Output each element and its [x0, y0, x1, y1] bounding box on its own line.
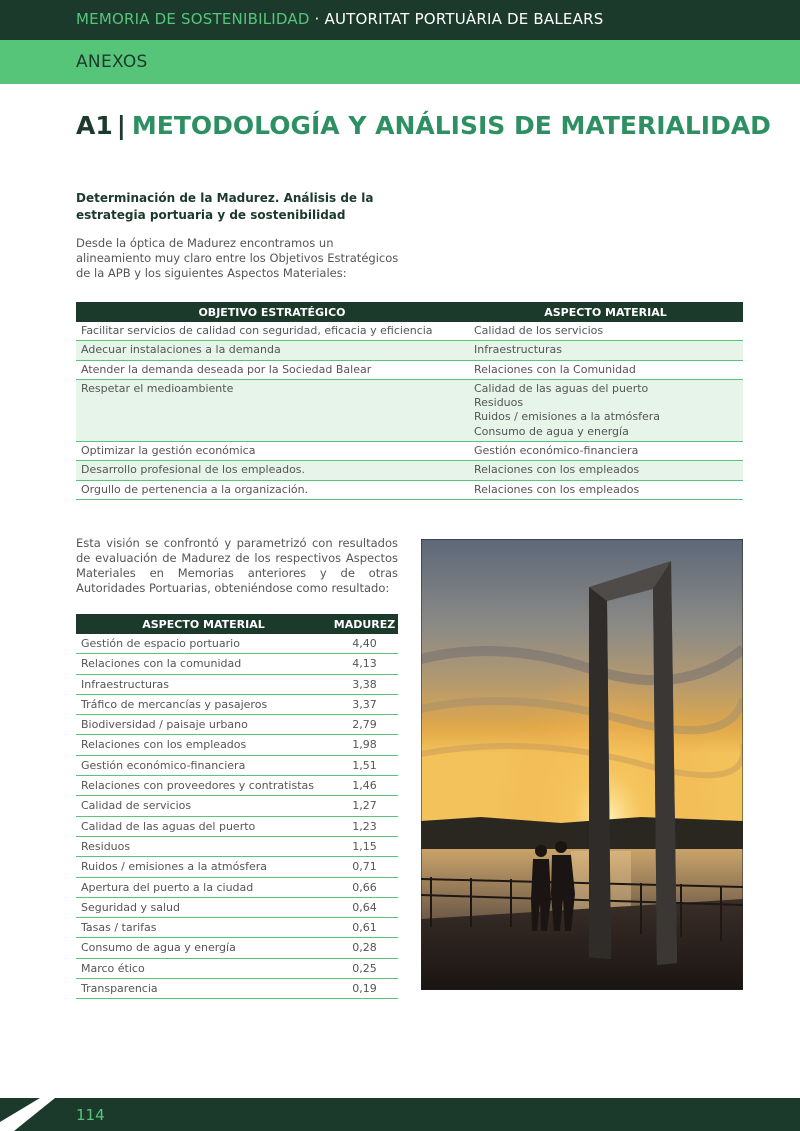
material-aspect-cell: Calidad de servicios	[76, 796, 331, 816]
material-aspect-cell: Gestión de espacio portuario	[76, 634, 331, 654]
maturity-value-cell: 3,38	[331, 674, 398, 694]
top-header-bar	[0, 0, 800, 40]
maturity-value-cell: 1,27	[331, 796, 398, 816]
table-row	[76, 654, 398, 674]
section-label: ANEXOS	[76, 52, 148, 72]
aspect-item: Infraestructuras	[474, 343, 562, 357]
material-aspect-cell: Calidad de las aguas del puerto	[76, 816, 331, 836]
objectives-table-header	[76, 302, 743, 322]
aspect-item: Consumo de agua y energía	[474, 424, 629, 438]
material-aspect-cell: Seguridad y salud	[76, 897, 331, 917]
objective-cell: Atender la demanda deseada por la Sociedad Balear	[76, 360, 468, 379]
material-aspect-cell: Residuos	[76, 836, 331, 856]
maturity-value-cell: 0,28	[331, 938, 398, 958]
publication-title	[76, 10, 603, 28]
material-aspect-cell: Tasas / tarifas	[76, 918, 331, 938]
material-aspect-cell: Biodiversidad / paisaje urbano	[76, 715, 331, 735]
table-row	[76, 938, 398, 958]
maturity-value-cell: 3,37	[331, 694, 398, 714]
table-row	[76, 735, 398, 755]
page-title	[76, 111, 771, 140]
material-aspect-cell: Relaciones con proveedores y contratistas	[76, 776, 331, 796]
material-aspect-cell: Infraestructuras	[76, 674, 331, 694]
table-row	[76, 918, 398, 938]
maturity-value-cell: 1,23	[331, 816, 398, 836]
material-aspect-cell: Apertura del puerto a la ciudad	[76, 877, 331, 897]
table-row	[76, 776, 398, 796]
objective-cell: Respetar el medioambiente	[76, 379, 468, 441]
subheading: Determinación de la Madurez. Análisis de la estrategia portuaria y de sostenibilidad	[76, 191, 374, 222]
page-footer	[0, 1098, 800, 1131]
material-aspect-cell: Relaciones con los empleados	[76, 735, 331, 755]
objective-cell: Facilitar servicios de calidad con seguridad, eficacia y eficiencia	[76, 322, 468, 341]
aspect-item: Relaciones con los empleados	[474, 482, 640, 496]
table-row	[76, 379, 743, 441]
column-header-material-aspect: ASPECTO MATERIAL	[76, 614, 331, 634]
maturity-value-cell: 0,64	[331, 897, 398, 917]
table-row	[76, 958, 398, 978]
table-row	[76, 816, 398, 836]
annex-number: A1	[76, 111, 113, 140]
objective-cell: Optimizar la gestión económica	[76, 442, 468, 461]
maturity-value-cell: 0,66	[331, 877, 398, 897]
intro-paragraph: Desde la óptica de Madurez encontramos un alineamiento muy claro entre los Objetivos Estratégicos de la APB y los siguientes Aspectos Materiales:	[76, 236, 399, 280]
material-aspect-cell: Gestión económico-financiera	[76, 755, 331, 775]
objective-cell: Orgullo de pertenencia a la organización.	[76, 480, 468, 499]
material-aspect-cell: Relaciones con la comunidad	[76, 654, 331, 674]
material-aspect-cell: Transparencia	[76, 979, 331, 999]
aspect-item: Residuos	[474, 396, 524, 410]
table-row	[76, 341, 743, 360]
objective-cell: Adecuar instalaciones a la demanda	[76, 341, 468, 360]
table-row	[76, 674, 398, 694]
maturity-value-cell: 4,40	[331, 634, 398, 654]
maturity-table	[76, 614, 398, 999]
maturity-value-cell: 1,15	[331, 836, 398, 856]
table-row	[76, 322, 743, 341]
annex-title: METODOLOGÍA Y ANÁLISIS DE MATERIALIDAD	[131, 111, 771, 140]
table-row	[76, 480, 743, 499]
table-row	[76, 796, 398, 816]
aspect-item: Ruidos / emisiones a la atmósfera	[474, 410, 661, 424]
table-row	[76, 694, 398, 714]
publication-name: MEMORIA DE SOSTENIBILIDAD	[76, 10, 310, 28]
table-row	[76, 360, 743, 379]
material-aspect-cell: Consumo de agua y energía	[76, 938, 331, 958]
title-divider: |	[116, 111, 126, 140]
table-row	[76, 897, 398, 917]
maturity-value-cell: 0,71	[331, 857, 398, 877]
objective-cell: Desarrollo profesional de los empleados.	[76, 461, 468, 480]
maturity-value-cell: 1,98	[331, 735, 398, 755]
aspect-item: Relaciones con la Comunidad	[474, 362, 636, 376]
column-header-maturity: MADUREZ	[331, 614, 398, 634]
objectives-table	[76, 302, 743, 500]
maturity-table-header	[76, 614, 398, 634]
table-row	[76, 979, 398, 999]
aspect-cell	[468, 360, 743, 379]
aspect-item: Calidad de los servicios	[474, 324, 604, 337]
maturity-value-cell: 1,46	[331, 776, 398, 796]
table-row	[76, 461, 743, 480]
maturity-value-cell: 4,13	[331, 654, 398, 674]
sunset-monument-photo	[421, 539, 743, 990]
results-paragraph: Esta visión se confrontó y parametrizó con resultados de evaluación de Madurez de los respectivos Aspectos Materiales en Memorias anteriores y de otras Autoridades Portuarias, obteniéndose como resultado:	[76, 536, 398, 595]
table-row	[76, 715, 398, 735]
organization-name: AUTORITAT PORTUÀRIA DE BALEARS	[324, 10, 604, 28]
table-row	[76, 634, 398, 654]
table-row	[76, 442, 743, 461]
column-header-aspect: ASPECTO MATERIAL	[468, 302, 743, 322]
maturity-value-cell: 0,19	[331, 979, 398, 999]
maturity-value-cell: 2,79	[331, 715, 398, 735]
material-aspect-cell: Tráfico de mercancías y pasajeros	[76, 694, 331, 714]
table-row	[76, 857, 398, 877]
table-row	[76, 836, 398, 856]
maturity-value-cell: 0,61	[331, 918, 398, 938]
aspect-cell	[468, 322, 743, 341]
aspect-cell	[468, 379, 743, 441]
footer-stripe-decoration	[0, 1098, 60, 1131]
aspect-item: Calidad de las aguas del puerto	[474, 381, 649, 395]
aspect-item: Relaciones con los empleados	[474, 463, 640, 477]
title-separator: ·	[309, 10, 325, 28]
aspect-cell	[468, 461, 743, 480]
table-row	[76, 877, 398, 897]
table-row	[76, 755, 398, 775]
maturity-value-cell: 1,51	[331, 755, 398, 775]
maturity-value-cell: 0,25	[331, 958, 398, 978]
aspect-cell	[468, 341, 743, 360]
material-aspect-cell: Marco ético	[76, 958, 331, 978]
aspect-item: Gestión económico-financiera	[474, 444, 639, 458]
column-header-objective: OBJETIVO ESTRATÉGICO	[76, 302, 468, 322]
aspect-cell	[468, 442, 743, 461]
section-bar	[0, 40, 800, 84]
aspect-cell	[468, 480, 743, 499]
page-number: 114	[76, 1106, 105, 1124]
material-aspect-cell: Ruidos / emisiones a la atmósfera	[76, 857, 331, 877]
